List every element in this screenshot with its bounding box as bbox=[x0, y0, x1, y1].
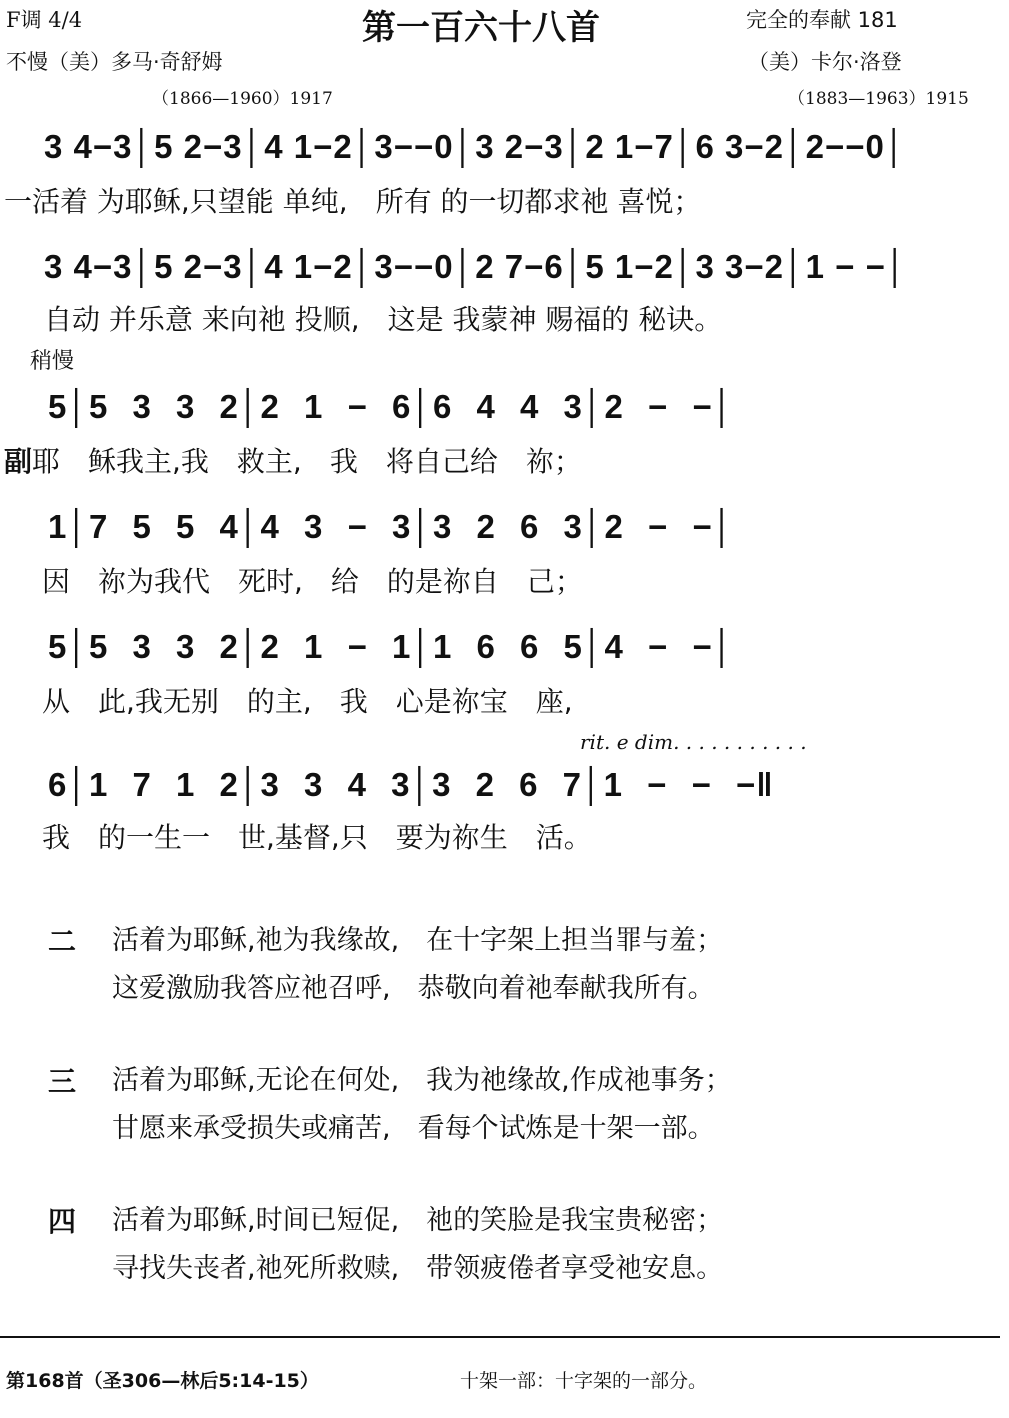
tempo-mark-slower: 稍慢 bbox=[30, 349, 75, 374]
composer-dates: （1866—1960）1917 bbox=[152, 89, 333, 109]
verse-3-line-1: 活着为耶稣,无论在何处, 我为祂缘故,作成祂事务； bbox=[112, 1065, 732, 1096]
verse-2-line-1: 活着为耶稣,祂为我缘故, 在十字架上担当罪与羞； bbox=[112, 925, 724, 956]
verse-4-line-1: 活着为耶稣,时间已短促, 祂的笑脸是我宝贵秘密； bbox=[112, 1205, 724, 1236]
lyrics-line-4: 因 祢为我代 死时, 给 的是祢自 己； bbox=[42, 565, 583, 598]
music-line-5: 5│5 3 3 2│2 1 − 1│1 6 6 5│4 − −│ bbox=[48, 628, 735, 665]
chorus-label: 副 bbox=[4, 445, 33, 478]
footer-note: 十架一部：十字架的一部分。 bbox=[460, 1370, 708, 1392]
footer-reference: 第168首（圣306—林后5:14-15） bbox=[6, 1370, 319, 1392]
tempo-and-composer: 不慢（美）多马·奇舒姆 bbox=[6, 50, 223, 74]
verse-4-number: 四 bbox=[48, 1205, 77, 1238]
lyrics-line-1: 一活着 为耶稣,只望能 单纯, 所有 的一切都求祂 喜悦； bbox=[4, 185, 702, 218]
lyrics-line-6: 我 的一生一 世,基督,只 要为祢生 活。 bbox=[42, 821, 592, 854]
verse-4-line-2: 寻找失丧者,祂死所救赎, 带领疲倦者享受祂安息。 bbox=[112, 1253, 724, 1284]
music-line-1: 3 4−3│5 2−3│4 1−2│3−−0│3 2−3│2 1−7│6 3−2│2−−0│ bbox=[44, 128, 907, 165]
verse-3-line-2: 甘愿来承受损失或痛苦, 看每个试炼是十架一部。 bbox=[112, 1113, 715, 1144]
rit-dim-marking: rit. e dim. . . . . . . . . . . bbox=[580, 730, 807, 754]
page-title: 第一百六十八首 bbox=[362, 8, 600, 48]
music-line-6: 6│1 7 1 2│3 3 4 3│3 2 6 7│1 − − −‖ bbox=[48, 766, 774, 803]
key-signature: F调 4/4 bbox=[6, 8, 83, 32]
author-dates: （1883—1963）1915 bbox=[788, 89, 969, 109]
verse-3-number: 三 bbox=[48, 1065, 77, 1098]
footer-divider bbox=[0, 1336, 1000, 1338]
author: （美）卡尔·洛登 bbox=[748, 50, 902, 74]
source-book: 完全的奉献 181 bbox=[746, 8, 898, 32]
lyrics-line-5: 从 此,我无别 的主, 我 心是祢宝 座, bbox=[42, 685, 573, 718]
verse-2-number: 二 bbox=[48, 925, 77, 958]
lyrics-line-3: 副耶 稣我主,我 救主, 我 将自己给 祢； bbox=[4, 445, 582, 478]
music-line-3: 5│5 3 3 2│2 1 − 6│6 4 4 3│2 − −│ bbox=[48, 388, 735, 425]
music-line-4: 1│7 5 5 4│4 3 − 3│3 2 6 3│2 − −│ bbox=[48, 508, 735, 545]
verse-2-line-2: 这爱激励我答应祂召呼, 恭敬向着祂奉献我所有。 bbox=[112, 973, 715, 1004]
lyrics-line-2: 自动 并乐意 来向祂 投顺, 这是 我蒙神 赐福的 秘诀。 bbox=[44, 303, 723, 336]
music-line-2: 3 4−3│5 2−3│4 1−2│3−−0│2 7−6│5 1−2│3 3−2│1 − −│ bbox=[44, 248, 908, 285]
